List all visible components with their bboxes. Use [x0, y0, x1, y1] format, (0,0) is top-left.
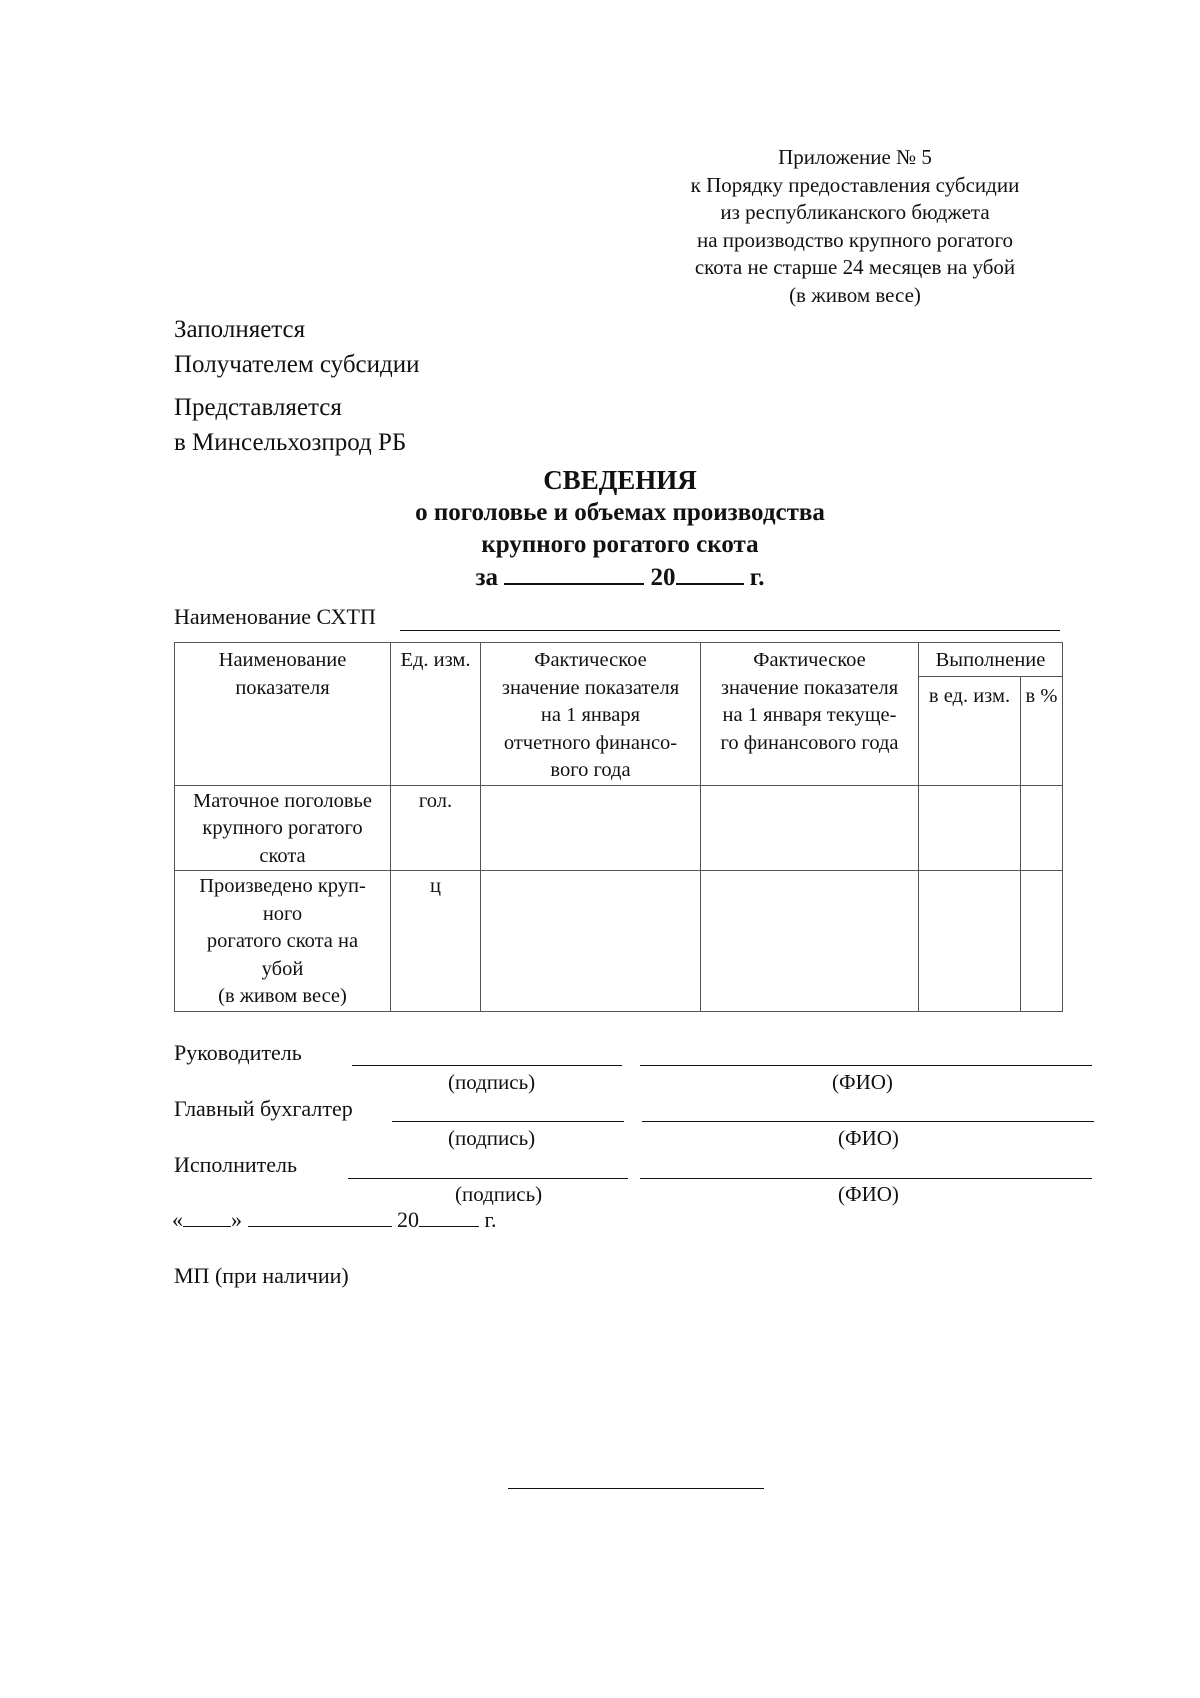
appendix-line: к Порядку предоставления субсидии — [690, 172, 1020, 197]
header-fact-curr-line: значение показателя — [720, 676, 899, 699]
title-line2: крупного рогатого скота — [481, 531, 759, 558]
name-caption: (ФИО) — [838, 1182, 899, 1206]
cell-fact-prev[interactable] — [481, 785, 701, 871]
header-fact-prev-line: Фактическое — [534, 649, 647, 671]
appendix-line: скота не старше 24 месяцев на убой — [694, 255, 1016, 279]
submitted-to-line: в Минсельхозпрод РБ — [174, 429, 407, 456]
appendix-line: из республиканского бюджета — [720, 200, 990, 224]
date-year-blank[interactable] — [419, 1206, 479, 1227]
cell-fact-curr[interactable] — [701, 871, 919, 1012]
date-open-quote: « — [172, 1207, 183, 1232]
cell-exec-units[interactable] — [919, 871, 1021, 1012]
name-field[interactable] — [642, 1121, 1094, 1122]
signer-role: Исполнитель — [174, 1152, 298, 1177]
header-fact-prev-line: на 1 января — [540, 704, 641, 726]
table-row — [175, 785, 1063, 871]
title-main: СВЕДЕНИЯ — [543, 465, 697, 495]
row-name-line: Маточное поголовье — [193, 789, 372, 812]
table-row — [175, 871, 1063, 1012]
row-name-line: Произведено круп- — [199, 875, 366, 897]
signer-role: Руководитель — [174, 1040, 302, 1065]
day-blank[interactable] — [183, 1206, 231, 1227]
header-exec-units: в ед. изм. — [919, 676, 1021, 785]
name-field[interactable] — [640, 1178, 1092, 1179]
header-unit: Ед. изм. — [391, 643, 481, 786]
header-fact-prev — [481, 643, 701, 786]
date-line — [172, 1206, 497, 1233]
header-fact-prev-line: отчетного финансо- — [503, 731, 678, 754]
appendix-line: на производство крупного рогатого — [696, 227, 1014, 252]
submitted-to-line: Представляется — [174, 394, 342, 421]
header-fact-prev-line: вого года — [550, 759, 631, 781]
cell-exec-units[interactable] — [919, 785, 1021, 871]
header-fact-prev-line: значение показателя — [501, 676, 680, 699]
row-name-line: (в живом весе) — [218, 985, 347, 1007]
row-unit: гол. — [391, 785, 481, 871]
title-period — [300, 561, 940, 594]
title-line1: о поголовье и объемах производства — [415, 499, 825, 526]
org-name-label: Наименование СХТП — [174, 604, 376, 629]
submitted-to-note — [174, 390, 406, 460]
signature-field[interactable] — [348, 1178, 628, 1179]
header-fact-curr-line: Фактическое — [753, 649, 866, 671]
row-name-line: убой — [261, 957, 304, 980]
year-suffix: г. — [749, 564, 765, 591]
header-name: Наименование показателя — [175, 643, 391, 786]
header-execution: Выполнение — [919, 643, 1063, 677]
filled-by-line: Заполняется — [174, 316, 306, 343]
row-name-line: крупного рогатого — [202, 817, 363, 839]
filled-by-note — [174, 312, 420, 382]
signature-field[interactable] — [392, 1121, 624, 1122]
date-year-prefix: 20 — [397, 1207, 419, 1232]
signature-caption: (подпись) — [448, 1126, 536, 1150]
data-table — [174, 642, 1063, 1012]
name-caption: (ФИО) — [838, 1126, 899, 1150]
document-title — [300, 463, 940, 594]
stamp-note: МП (при наличии) — [174, 1263, 349, 1288]
row-unit: ц — [391, 871, 481, 1012]
signature-caption: (подпись) — [448, 1070, 536, 1094]
header-fact-curr-line: на 1 января текуще- — [722, 704, 897, 726]
appendix-header — [640, 144, 1070, 309]
header-exec-percent: в % — [1021, 676, 1063, 785]
period-prefix: за — [475, 564, 498, 591]
row-name — [175, 785, 391, 871]
signature-caption: (подпись) — [455, 1182, 543, 1206]
name-caption: (ФИО) — [832, 1070, 893, 1094]
footer-separator — [508, 1488, 764, 1489]
row-name — [175, 871, 391, 1012]
signature-field[interactable] — [352, 1065, 622, 1066]
year-blank[interactable] — [676, 561, 744, 585]
name-field[interactable] — [640, 1065, 1092, 1066]
month-blank[interactable] — [248, 1206, 392, 1227]
header-fact-curr — [701, 643, 919, 786]
date-close-quote: » — [231, 1207, 242, 1232]
row-name-line: скота — [259, 844, 306, 867]
cell-exec-percent[interactable] — [1021, 871, 1063, 1012]
cell-fact-curr[interactable] — [701, 785, 919, 871]
year-prefix: 20 — [650, 564, 676, 591]
cell-fact-prev[interactable] — [481, 871, 701, 1012]
signer-role: Главный бухгалтер — [174, 1096, 353, 1121]
row-name-line: рогатого скота на — [206, 930, 359, 952]
org-name-field[interactable] — [400, 630, 1060, 631]
filled-by-line: Получателем субсидии — [174, 351, 420, 378]
table-header-row — [175, 643, 1063, 677]
row-name-line: ного — [262, 902, 303, 925]
period-blank[interactable] — [504, 561, 644, 585]
appendix-line: Приложение № 5 — [778, 145, 932, 169]
appendix-line: (в живом весе) — [789, 282, 921, 307]
cell-exec-percent[interactable] — [1021, 785, 1063, 871]
date-year-suffix: г. — [484, 1207, 497, 1232]
header-fact-curr-line: го финансового года — [720, 731, 899, 754]
